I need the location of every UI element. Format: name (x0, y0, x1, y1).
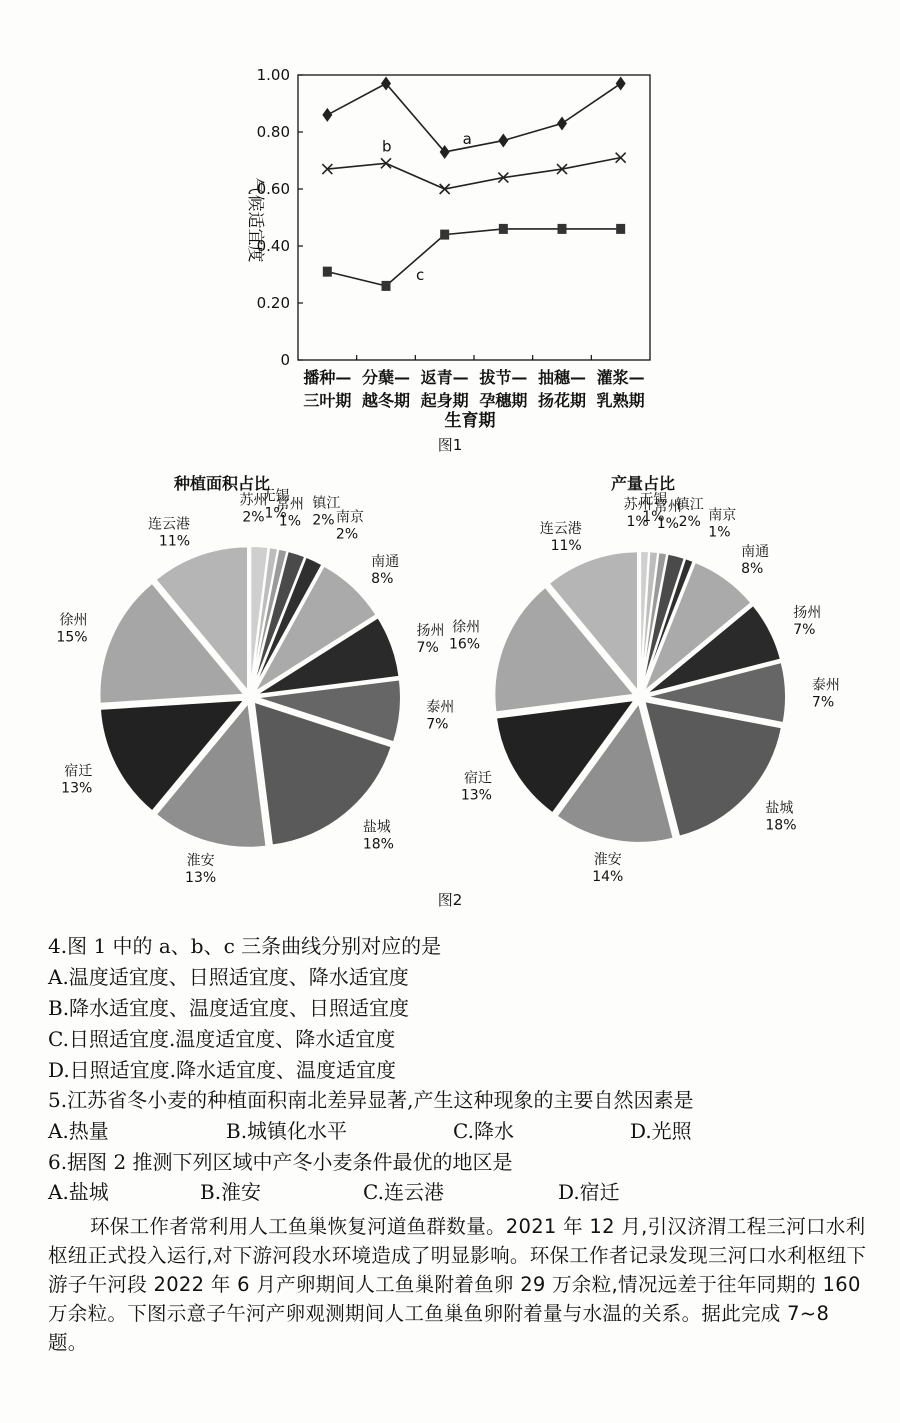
figure1-xtick-label: 拔节— (479, 368, 528, 387)
q5-stem: 5.江苏省冬小麦的种植面积南北差异显著,产生这种现象的主要自然因素是 (48, 1088, 694, 1112)
pie-label-name: 南京 (335, 509, 364, 526)
pie-label-percent: 8% (371, 570, 394, 587)
q5-options (48, 1117, 868, 1145)
pie-label-percent: 11% (158, 533, 191, 550)
pie-label-percent: 1% (642, 508, 665, 525)
q6-option-a[interactable]: A.盐城 (48, 1180, 109, 1204)
pie-label-name: 镇江 (675, 496, 704, 513)
figure1-xtick-label: 灌浆— (596, 368, 645, 387)
series-a-label: a (462, 129, 472, 148)
series-c-point (616, 224, 625, 234)
q5-option-a[interactable]: A.热量 (48, 1119, 109, 1143)
pie-label-percent: 7% (426, 716, 449, 733)
pie-label-name: 苏州 (239, 492, 268, 509)
figure1-xtick-label: 扬花期 (537, 391, 587, 410)
pie-label-percent: 14% (592, 868, 624, 885)
pie-label-name: 连云港 (148, 516, 191, 533)
pie-label-name: 南通 (371, 553, 400, 570)
series-c-line (327, 229, 620, 286)
pie-label-name: 苏州 (623, 497, 652, 514)
series-a-point (557, 116, 567, 130)
series-a-line (327, 84, 620, 152)
pie-label-percent: 7% (416, 640, 439, 657)
figure1-ytick-label: 0.40 (256, 237, 290, 255)
q4-option-c[interactable]: C.日照适宜度.温度适宜度、降水适宜度 (48, 1027, 396, 1051)
pie-label-name: 宿迁 (463, 770, 492, 787)
series-c-label: c (416, 265, 425, 284)
pie-label-name: 盐城 (362, 819, 391, 836)
pie-label-percent: 2% (335, 526, 359, 543)
figure1-xlabel: 生育期 (444, 411, 496, 431)
q4-option-d[interactable]: D.日照适宜度.降水适宜度、温度适宜度 (48, 1058, 397, 1082)
pie-label-percent: 1% (708, 524, 731, 541)
figure1-ytick-label: 0.20 (256, 294, 290, 312)
figure1-xtick-label: 返青— (420, 368, 469, 387)
figure1-xtick-label: 播种— (303, 368, 352, 387)
series-b-label: b (382, 137, 392, 156)
pie-label-name: 南通 (741, 543, 770, 560)
pie-yield-share (449, 492, 840, 885)
figure1-ytick-label: 0.60 (256, 180, 290, 198)
pie-label-percent: 8% (741, 560, 764, 577)
figure1-plot-frame (298, 75, 650, 360)
series-a-point (322, 108, 332, 122)
pie-label-percent: 13% (460, 787, 492, 804)
pie-label-percent: 1% (278, 513, 302, 530)
pie-label-name: 徐州 (59, 612, 88, 629)
figure2-caption: 图2 (437, 891, 463, 909)
figure1-xtick-label: 三叶期 (303, 391, 352, 410)
q6-option-b[interactable]: B.淮安 (200, 1180, 262, 1204)
figure1-ytick-label: 1.00 (256, 66, 290, 84)
series-c-point (382, 281, 391, 291)
pie-label-percent: 2% (678, 513, 701, 530)
q6-option-d[interactable]: D.宿迁 (558, 1180, 620, 1204)
pie-label-percent: 1% (626, 514, 649, 531)
q6-stem: 6.据图 2 推测下列区域中产冬小麦条件最优的地区是 (48, 1150, 513, 1174)
q6-options (48, 1178, 868, 1206)
pie-label-name: 盐城 (765, 800, 794, 817)
figure1-ytick-label: 0.80 (256, 123, 290, 141)
pie-label-percent: 2% (242, 509, 265, 526)
pie-label-percent: 1% (264, 505, 287, 522)
pie-label-percent: 18% (362, 836, 394, 853)
pie-label-name: 常州 (275, 496, 304, 513)
q5-option-c[interactable]: C.降水 (453, 1119, 514, 1143)
pie-label-name: 扬州 (416, 623, 445, 640)
q5-option-b[interactable]: B.城镇化水平 (226, 1119, 348, 1143)
figure1-xtick-label: 起身期 (420, 391, 469, 410)
pie-label-percent: 15% (56, 629, 88, 646)
figure1-series (322, 77, 625, 291)
series-a-point (616, 77, 626, 91)
pie-area-share (56, 488, 454, 886)
pie-label-name: 扬州 (793, 604, 822, 621)
pie-area-title: 种植面积占比 (173, 474, 271, 493)
figure1-xtick-label: 乳熟期 (596, 391, 645, 410)
figure1-xtick-label: 分蘖— (361, 368, 411, 387)
pie-label-percent: 13% (185, 869, 217, 886)
pie-label-name: 无锡 (261, 488, 290, 505)
pie-label-percent: 2% (312, 512, 335, 529)
figure1-ytick-label: 0 (280, 351, 290, 369)
pie-label-name: 镇江 (312, 495, 341, 512)
pie-label-name: 无锡 (639, 491, 668, 508)
pie-label-name: 宿迁 (64, 763, 93, 780)
pie-label-percent: 1% (656, 516, 679, 533)
q4-option-a[interactable]: A.温度适宜度、日照适宜度、降水适宜度 (48, 965, 409, 989)
pie-label-percent: 11% (550, 538, 582, 555)
pie-label-percent: 7% (811, 694, 835, 711)
figure1-xtick-label: 孕穗期 (479, 391, 528, 410)
pie-label-name: 常州 (653, 499, 682, 516)
passage-7-8: 环保工作者常利用人工鱼巢恢复河道鱼群数量。2021 年 12 月,引汉济渭工程三河口水利枢纽正式投入运行,对下游河段水环境造成了明显影响。环保工作者记录发现三河口水利枢纽下游子午河段 2022 年 6 月产卵期间人工鱼巢附着鱼卵 29 万余粒,情况远差于往年同期的 160 万余粒。下图示意子午河产卵观测期间人工鱼巢鱼卵附着量与水温的关系。据此完成 7~8 题。 (48, 1215, 867, 1354)
figure1-caption: 图1 (437, 436, 463, 454)
series-c-point (323, 267, 332, 277)
pie-label-percent: 18% (765, 817, 797, 834)
pie-yield-title: 产量占比 (610, 474, 676, 493)
series-c-point (499, 224, 508, 234)
q5-option-d[interactable]: D.光照 (630, 1119, 692, 1143)
pie-label-name: 徐州 (452, 619, 481, 636)
q4-option-b[interactable]: B.降水适宜度、温度适宜度、日照适宜度 (48, 996, 410, 1020)
figure1-line-chart (220, 55, 680, 465)
series-a-point (498, 134, 508, 148)
figure1-xtick-label: 越冬期 (361, 391, 411, 410)
figure2-pie-charts (0, 465, 900, 915)
series-b-line (327, 158, 620, 189)
q6-option-c[interactable]: C.连云港 (363, 1180, 444, 1204)
q4-stem: 4.图 1 中的 a、b、c 三条曲线分别对应的是 (48, 934, 442, 958)
series-c-point (440, 230, 449, 240)
series-c-point (558, 224, 567, 234)
figure1-axes (257, 66, 650, 410)
pie-label-name: 泰州 (811, 677, 840, 694)
pie-label-percent: 16% (448, 636, 481, 653)
pie-label-name: 南京 (708, 507, 737, 524)
pie-label-name: 淮安 (593, 851, 622, 868)
pie-label-name: 泰州 (426, 699, 455, 716)
figure1-xtick-label: 抽穗— (537, 368, 587, 387)
pie-label-percent: 13% (61, 780, 93, 797)
pie-label-name: 淮安 (186, 852, 215, 869)
figure1-ylabel: 气候适宜度 (245, 177, 265, 263)
pie-label-percent: 7% (793, 621, 816, 638)
pie-label-name: 连云港 (539, 521, 582, 538)
